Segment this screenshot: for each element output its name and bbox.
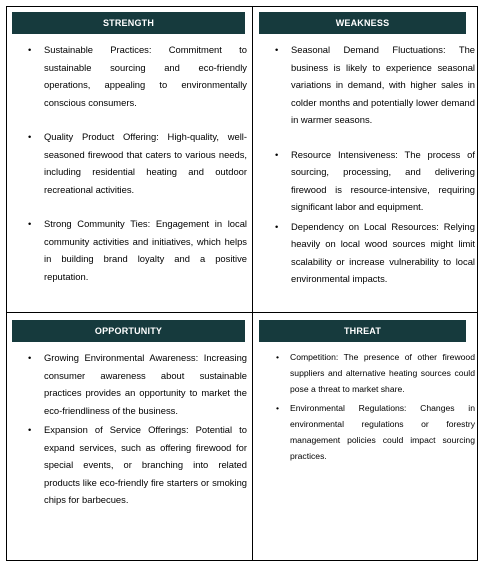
opportunity-list (44, 349, 247, 509)
opportunity-item: • Expansion of Service Offerings: Potential to expand services, such as offering firewood for special events, or branching into related products like eco-friendly fire starters or smoking chips for barbecues. (44, 421, 247, 509)
opportunity-item: • Growing Environmental Awareness: Increasing consumer awareness about sustainable practices provides an opportunity to market the eco-friendliness of the business. (44, 349, 247, 419)
threat-list (290, 349, 475, 464)
weakness-item: • Resource Intensiveness: The process of sourcing, processing, and delivering firewood is resource-intensive, requiring significant labor and equipment. (291, 146, 475, 216)
threat-item: • Competition: The presence of other firewood suppliers and alternative heating sources could pose a threat to market share. (290, 349, 475, 398)
weakness-item: • Dependency on Local Resources: Relying heavily on local wood sources might limit scalability or increase vulnerability to local environmental impacts. (291, 218, 475, 288)
threat-item: • Environmental Regulations: Changes in environmental regulations or forestry management policies could impact sourcing practices. (290, 400, 475, 465)
weakness-list (291, 41, 475, 288)
strength-item: • Sustainable Practices: Commitment to sustainable sourcing and eco-friendly operations, appealing to environmentally conscious consumers. (44, 41, 247, 111)
weakness-header: WEAKNESS (259, 12, 466, 34)
threat-header: THREAT (259, 320, 466, 342)
column-divider (252, 6, 253, 561)
strength-list (44, 41, 247, 285)
strength-item: • Quality Product Offering: High-quality, well-seasoned firewood that caters to various needs, including residential heating and outdoor recreational activities. (44, 128, 247, 198)
row-divider (6, 312, 478, 313)
strength-item: • Strong Community Ties: Engagement in local community activities and initiatives, which helps in building brand loyalty and a positive reputation. (44, 215, 247, 285)
weakness-item: • Seasonal Demand Fluctuations: The business is likely to experience seasonal variations in demand, with higher sales in colder months and potentially lower demand in warmer seasons. (291, 41, 475, 129)
opportunity-header: OPPORTUNITY (12, 320, 245, 342)
strength-header: STRENGTH (12, 12, 245, 34)
